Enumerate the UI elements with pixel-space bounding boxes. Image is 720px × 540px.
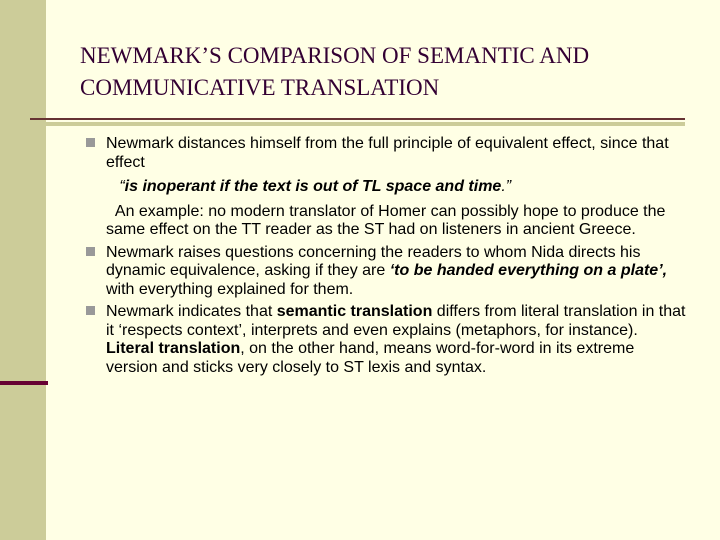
term-semantic-translation: semantic translation xyxy=(276,303,433,320)
example-paragraph xyxy=(106,203,686,240)
quote-line xyxy=(106,178,686,197)
bullet-text-part: , on the other hand, means word-for-word in its extreme version and sticks very closely to ST lexis and syntax. xyxy=(106,340,635,376)
bullet-text-part: Newmark indicates that xyxy=(106,303,277,320)
example-text: An example: no modern translator of Homer can possibly hope to produce the same effect on the TT reader as the ST had on listeners in ancient Greece. xyxy=(106,202,666,238)
bullet-text xyxy=(106,244,686,300)
title-divider-shadow xyxy=(30,122,685,126)
side-decor-line xyxy=(0,381,48,385)
bullet-item xyxy=(86,244,686,300)
title-divider xyxy=(30,118,685,120)
bullet-marker xyxy=(86,306,95,315)
quote-close: .” xyxy=(501,178,512,195)
quote-open: “ xyxy=(119,178,125,195)
bullet-item xyxy=(86,303,686,377)
bullet-text-part: with everything explained for them. xyxy=(106,280,354,298)
term-literal-translation: Literal translation xyxy=(106,340,241,357)
quote-text: is inoperant if the text is out of TL space and time xyxy=(124,178,502,195)
slide-title xyxy=(80,40,700,104)
bullet-text-part: differs from literal translation in that it ‘respects context’, interprets and even explains (metaphors, for instance). xyxy=(106,303,686,339)
bullet-marker xyxy=(86,247,95,256)
bullet-item xyxy=(86,135,686,240)
slide-body xyxy=(86,135,686,381)
title-line-2: COMMUNICATIVE TRANSLATION xyxy=(80,75,440,100)
bullet-text xyxy=(106,303,686,377)
bullet-marker xyxy=(86,138,95,147)
title-line-1: NEWMARK’S COMPARISON OF SEMANTIC AND xyxy=(80,43,590,68)
bullet-text-part: Newmark raises questions concerning the readers to whom Nida directs his dynamic equivalence, asking if they are xyxy=(106,243,641,279)
side-decor-band xyxy=(0,0,46,540)
emphasis-quote: ‘to be handed everything on a plate’, xyxy=(389,262,668,279)
bullet-text: Newmark distances himself from the full principle of equivalent effect, since that effect xyxy=(106,135,669,171)
